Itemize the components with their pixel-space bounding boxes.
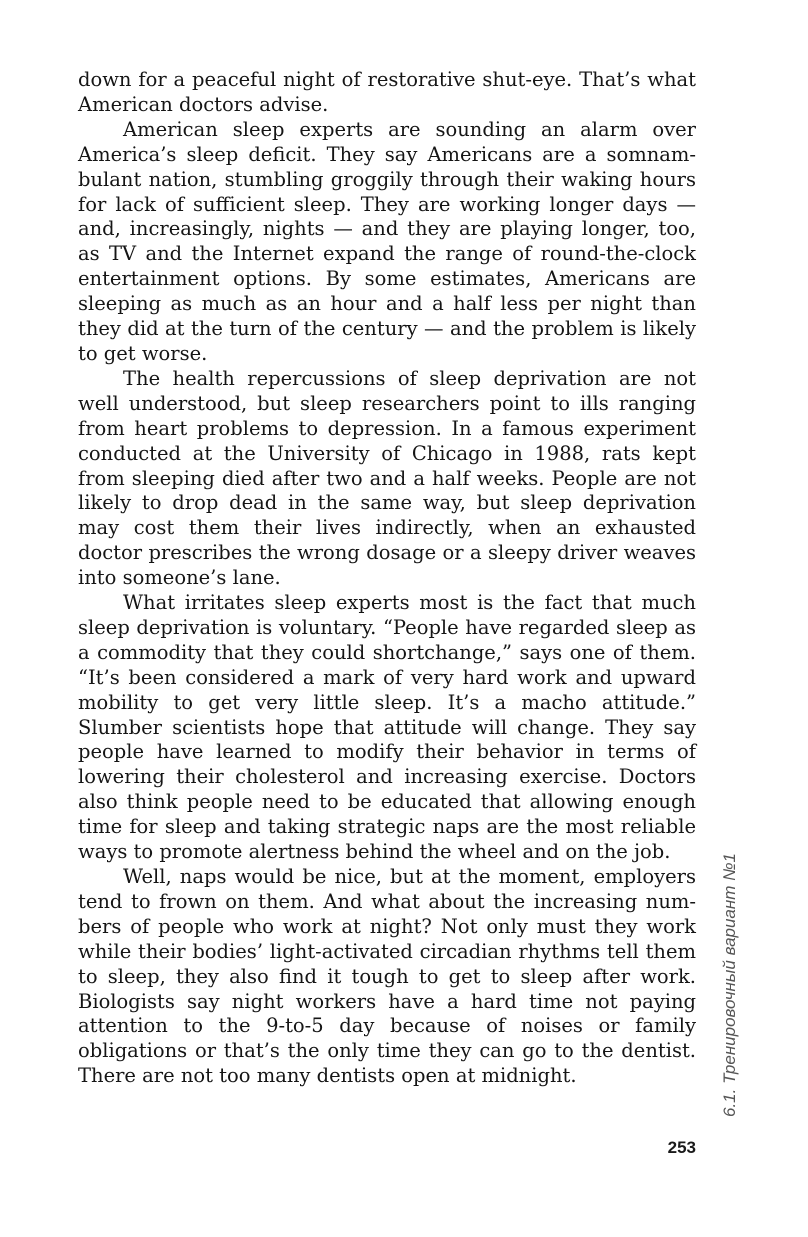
paragraph-voluntary-deprivation: What irritates sleep experts most is the fact that much sleep deprivation is voluntary. “People have regarded sleep as a commodity that they could shortchange,” says one of them. “It’s been considered a mark of very hard work and upward mobility to get very little sleep. It’s a macho attitude.” Slumber scientists hope that attitude will change. They say people have learned to modify their behavior in terms of lowering their cholesterol and increasing exercise. Doctors also think people need to be educated that allowing enough time for sleep and taking strategic naps are the most reliable ways to promote alertness behind the wheel and on the job. <box>78 591 696 864</box>
page-number: 253 <box>667 1138 696 1157</box>
paragraph-continued: down for a peaceful night of restorative shut-eye. That’s what American doctors advise. <box>78 68 696 116</box>
body-text <box>78 68 696 1089</box>
paragraph-sleep-deficit: American sleep experts are sounding an alarm over America’s sleep deficit. They say Americans are a somnambulant nation, stumbling groggily through their waking hours for lack of sufficient sleep. They are working longer days — and, increasingly, nights — and they are playing longer, too, as TV and the Internet expand the range of round-the-clock entertainment options. By some estimates, Americans are sleeping as much as an hour and a half less per night than they did at the turn of the century — and the problem is likely to get worse. <box>78 117 696 365</box>
paragraph-night-workers: Well, naps would be nice, but at the moment, employers tend to frown on them. And what about the increasing numbers of people who work at night? Not only must they work while their bodies’ light-activated circadian rhythms tell them to sleep, they also find it tough to get to sleep after work. Biologists say night workers have a hard time not paying attention to the 9-to-5 day because of noises or family obligations or that’s the only time they can go to the dentist. There are not too many dentists open at midnight. <box>78 865 696 1088</box>
running-head: 6.1. Тренировочный вариант №1 <box>720 853 739 1117</box>
paragraph-health-repercussions: The health repercussions of sleep deprivation are not well understood, but sleep researchers point to ills ranging from heart problems to depression. In a famous experiment conducted at the University of Chicago in 1988, rats kept from sleeping died after two and a half weeks. People are not likely to drop dead in the same way, but sleep deprivation may cost them their lives indirectly, when an exhausted doctor prescribes the wrong dosage or a sleepy driver weaves into someone’s lane. <box>78 366 696 590</box>
